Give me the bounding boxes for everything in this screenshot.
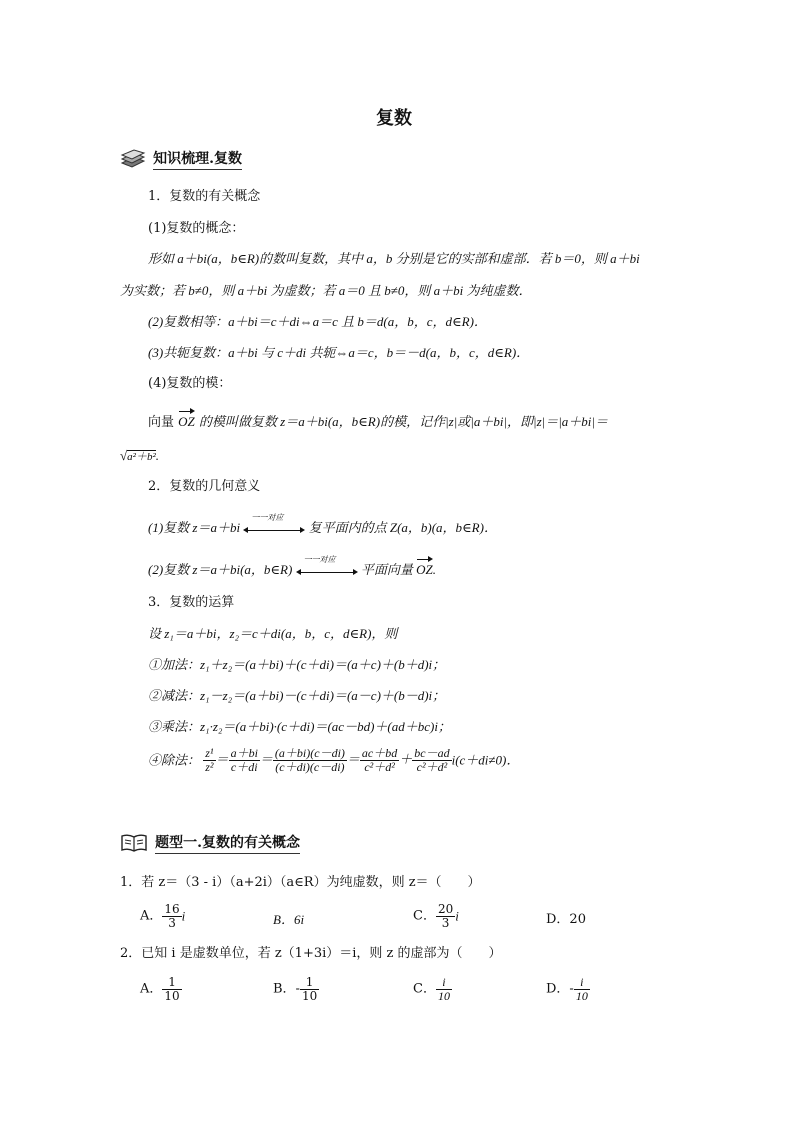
fraction: $\frac{a+bi}{c+di}$: [230, 746, 258, 774]
question-2-option-b: B．- $\frac{1}{10}$: [273, 975, 318, 1003]
subtitle-operations: 3．复数的运算: [148, 595, 235, 610]
concept-line-1: 形如 a＋bi(a，b∈R)的数叫复数，其中 a，b 分别是它的实部和虚部．若 b＝0，则 a＋bi: [148, 251, 640, 266]
fraction: $\frac{\text{z¹}}{\text{z²}}$: [205, 746, 214, 774]
modulus-pre: 向量: [148, 415, 175, 430]
conjugate-line: (3)共轭复数：a＋bi 与 c＋di 共轭⇔a＝c，b＝－d(a，b，c，d∈R)．: [148, 345, 530, 360]
modulus-sqrt: √a²＋b².: [120, 448, 159, 463]
books-icon: [120, 149, 146, 169]
question-2-stem: 2．已知 i 是虚数单位，若 z（1+3i）＝i，则 z 的虚部为（ ）: [120, 946, 502, 961]
question-1-option-b: B．6i: [273, 912, 305, 927]
section-heading-question-type: [120, 832, 300, 853]
concept-line-2: 为实数；若 b≠0，则 a＋bi 为虚数；若 a＝0 且 b≠0，则 a＋bi 为纯虚数．: [120, 283, 532, 298]
modulus-line: [148, 410, 608, 431]
page-title: 复数: [376, 108, 412, 129]
vector-oz: OZ: [416, 558, 433, 578]
operation-sub: ②减法：z₁－z₂＝(a＋bi)－(c＋di)＝(a－c)＋(b－d)i；: [148, 688, 446, 703]
open-book-icon: [120, 833, 148, 853]
question-1-stem: 1．若 z＝（3 - i）（a+2i）（a∈R）为纯虚数，则 z＝（ ）: [120, 875, 481, 890]
section-title: 题型一.复数的有关概念: [155, 835, 300, 854]
section-title: 知识梳理.复数: [153, 151, 242, 170]
section-heading-knowledge: [120, 148, 242, 169]
geometry-line-2: (2)复数 z＝a＋bi(a，b∈R) 一一对应 平面向量 OZ.: [148, 555, 436, 577]
modulus-post: 的模叫做复数 z＝a＋bi(a，b∈R)的模，记作|z|或|a＋bi|，即|z|＝|a＋bi|＝: [198, 414, 608, 429]
modulus-label: (4)复数的模：: [148, 376, 232, 391]
double-arrow-icon: 一一对应: [243, 522, 305, 536]
question-2-option-d: D．- $\frac{i}{10}$: [546, 975, 588, 1003]
question-1-option-a: A． $\frac{16}{3}$ i: [140, 902, 186, 930]
question-2-option-c: C． $\frac{i}{10}$: [413, 975, 450, 1003]
operation-div: ④除法： $\frac{\text{z¹}}{\text{z²}}$ ＝ $\frac{a+bi}{c+di}$ ＝ $\frac{(a+bi)(c-di)}{(c+di)(c-di)}$ ＝ $\frac{ac+bd}{\text{c²＋d²}}$ ＋ $\frac{bc-ad}{\text{c²＋d²}}$ i(c＋di≠0)．: [148, 746, 520, 774]
question-1-option-c: C． $\frac{20}{3}$ i: [413, 902, 459, 930]
subtitle-concepts: 1．复数的有关概念: [148, 189, 261, 204]
concept-label: (1)复数的概念：: [148, 221, 245, 236]
operation-mul: ③乘法：z₁·z₂＝(a＋bi)·(c＋di)＝(ac－bd)＋(ad＋bc)i；: [148, 719, 451, 734]
operation-intro: 设 z₁＝a＋bi，z₂＝c＋di(a，b，c，d∈R)，则: [148, 626, 398, 641]
question-2-option-a: A． $\frac{1}{10}$: [140, 975, 180, 1003]
double-arrow-icon: 一一对应: [296, 564, 358, 578]
fraction: $\frac{(a+bi)(c-di)}{(c+di)(c-di)}$: [274, 746, 345, 774]
vector-oz: OZ: [178, 410, 195, 430]
subtitle-geometry: 2．复数的几何意义: [148, 479, 261, 494]
fraction: $\frac{bc-ad}{\text{c²＋d²}}$: [414, 746, 450, 774]
operation-add: ①加法：z₁＋z₂＝(a＋bi)＋(c＋di)＝(a＋c)＋(b＋d)i；: [148, 657, 446, 672]
equality-line: (2)复数相等：a＋bi＝c＋di⇔a＝c 且 b＝d(a，b，c，d∈R)．: [148, 314, 487, 329]
question-1-option-d: D．20: [546, 912, 586, 927]
sqrt-icon: √: [120, 448, 128, 463]
fraction: $\frac{ac+bd}{\text{c²＋d²}}$: [361, 746, 398, 774]
geometry-line-1: (1)复数 z＝a＋bi 一一对应 复平面内的点 Z(a，b)(a，b∈R)．: [148, 513, 497, 535]
